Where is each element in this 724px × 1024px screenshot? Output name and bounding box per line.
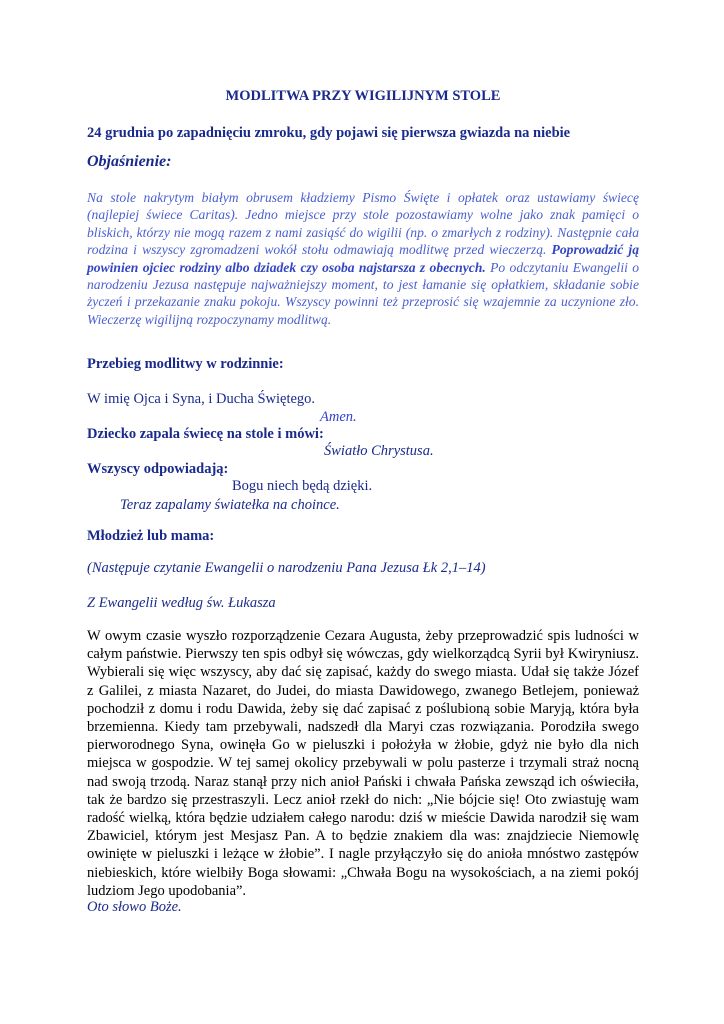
explanation-text-1: Na stole nakrytym białym obrusem kładziemy Pismo Święte i opłatek oraz ustawiamy świecę (najlepiej świece Caritas). Jedno miejsce przy stole pozostawiamy wolne jako znak pamięci o bliskich, którzy nie mogą razem z nami zasiąść do wigilii (np. o zmarłych z rodziny). Następnie cała rodzina i wszyscy zgromadzeni wokół stołu odmawiają modlitwę przed wieczerzą. — [87, 190, 639, 258]
reading-note: (Następuje czytanie Ewangelii o narodzeniu Pana Jezusa Łk 2,1–14) — [87, 560, 486, 576]
child-instruction: Dziecko zapala świecę na stole i mówi: — [87, 426, 324, 442]
light-of-christ: Światło Chrystusa. — [324, 443, 434, 459]
closing-line: Oto słowo Boże. — [87, 899, 182, 915]
page-subtitle: 24 grudnia po zapadnięciu zmroku, gdy pojawi się pierwsza gwiazda na niebie — [87, 125, 571, 141]
tree-lights: Teraz zapalamy światełka na choince. — [120, 497, 340, 513]
sign-of-cross: W imię Ojca i Syna, i Ducha Świętego. — [87, 391, 316, 407]
youth-or-mom: Młodzież lub mama: — [87, 528, 215, 544]
gospel-text: W owym czasie wyszło rozporządzenie Cezara Augusta, żeby przeprowadzić spis ludności w całym państwie. Pierwszy ten spis odbył się wówczas, gdy wielkorządcą Syrii był Kwiryniusz. Wybierali się więc wszyscy, aby dać się zapisać, każdy do swego miasta. Udał się także Józef z Galilei, z miasta Nazaret, do Judei, do miasta Dawidowego, zwanego Betlejem, ponieważ pochodził z domu i rodu Dawida, żeby się dać zapisać z poślubioną sobie Maryją, która była brzemienna. Kiedy tam przebywali, nadszedł dla Maryi czas rozwiązania. Porodziła swego pierworodnego Syna, owinęła Go w pieluszki i położyła w żłobie, gdyż nie było dla nich miejsca w gospodzie. W tej samej okolicy przebywali w polu pasterze i trzymali straż nocną nad swoją trzodą. Naraz stanął przy nich anioł Pański i chwała Pańska zewsząd ich oświeciła, tak że bardzo się przestraszyli. Lecz anioł rzekł do nich: „Nie bójcie się! Oto zwiastuję wam radość wielką, która będzie udziałem całego narodu: dziś w mieście Dawida narodził się wam Zbawiciel, którym jest Mesjasz Pan. A to będzie znakiem dla was: znajdziecie Niemowlę owinięte w pieluszki i leżące w żłobie”. I nagle przyłączyło się do anioła mnóstwo zastępów niebieskich, które wielbiły Boga słowami: „Chwała Bogu na wysokościach, a na ziemi pokój ludziom Jego upodobania”. — [87, 628, 639, 899]
thanks-be: Bogu niech będą dzięki. — [232, 478, 373, 494]
amen-response: Amen. — [320, 409, 357, 425]
page-title: MODLITWA PRZY WIGILIJNYM STOLE — [225, 88, 501, 104]
explanation-bold: Poprowadzić ją powinien ojciec rodziny albo dziadek czy osoba najstarsza z obecnych. — [87, 242, 639, 275]
all-respond: Wszyscy odpowiadają: — [87, 461, 229, 477]
explanation-text-2: Po odczytaniu Ewangelii o narodzeniu Jezusa następuje najważniejszy moment, to jest łamanie się opłatkiem, składanie sobie życzeń i przekazanie znaku pokoju. Wszyscy powinni też przeprosić się wzajemnie za uczynione zło. Wieczerzę wigilijną rozpoczynamy modlitwą. — [87, 259, 639, 327]
explanation-heading: Objaśnienie: — [87, 153, 172, 170]
gospel-heading: Z Ewangelii według św. Łukasza — [87, 595, 276, 611]
prayer-heading: Przebieg modlitwy w rodzinnie: — [87, 356, 284, 372]
explanation-paragraph — [87, 189, 639, 328]
